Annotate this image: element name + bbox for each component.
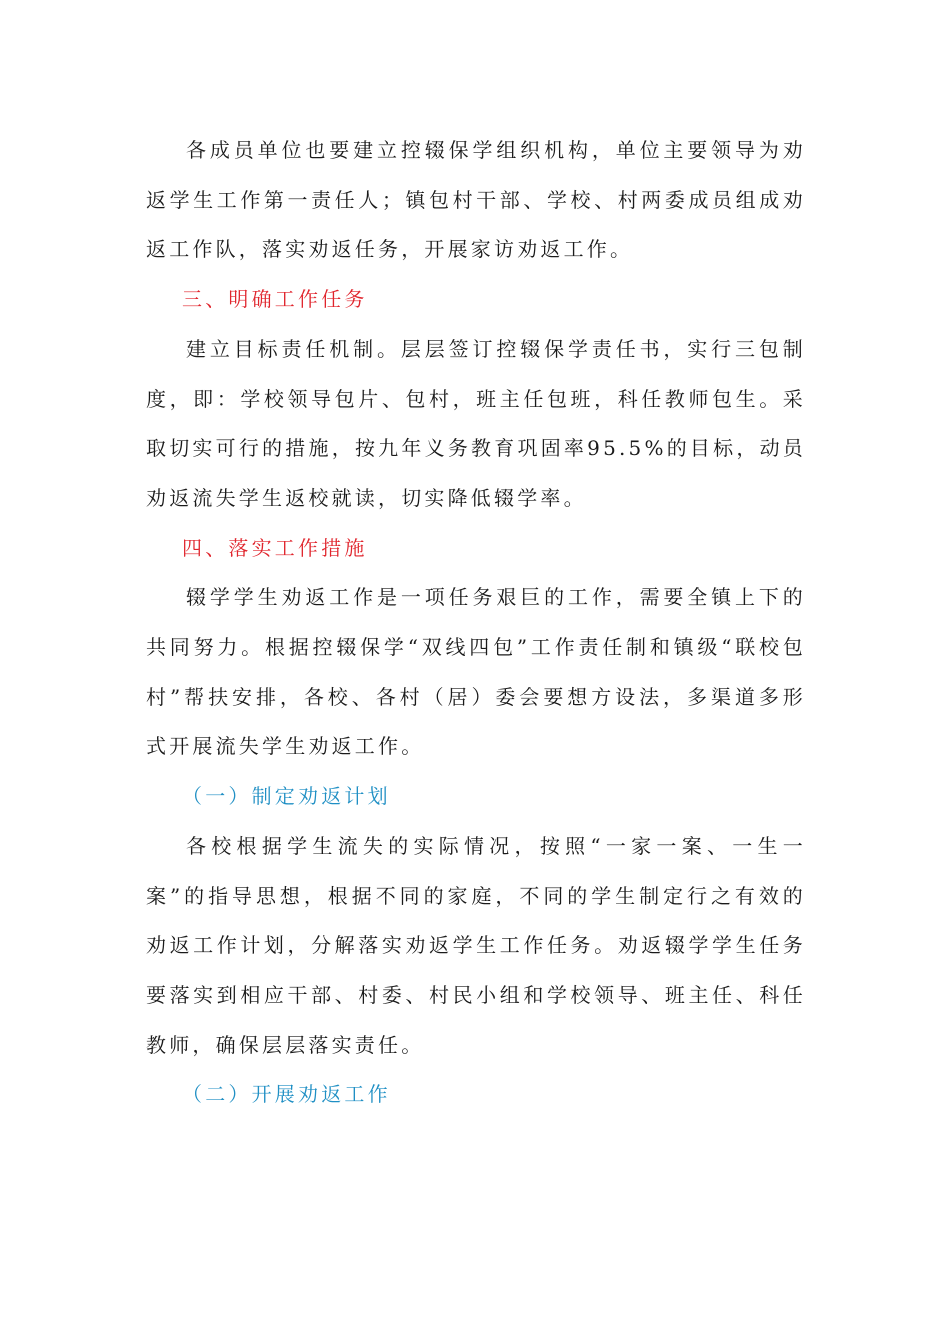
sub-heading-work: （二）开展劝返工作 [182, 1082, 391, 1107]
section-heading-measures: 四、落实工作措施 [182, 535, 368, 560]
sub-heading-plan: （一）制定劝返计划 [182, 784, 391, 809]
paragraph-plan: 各校根据学生流失的实际情况，按照“一家一案、一生一案”的指导思想，根据不同的家庭，不同的学生制定行之有效的劝返工作计划，分解落实劝返学生工作任务。劝返辍学学生任务要落实到相应干部、村委、村民小组和学校领导、班主任、科任教师，确保层层落实责任。 [146, 833, 806, 1057]
document-page [146, 126, 806, 1120]
section-heading-tasks: 三、明确工作任务 [182, 287, 368, 312]
paragraph-effort: 辍学学生劝返工作是一项任务艰巨的工作，需要全镇上下的共同努力。根据控辍保学“双线四包”工作责任制和镇级“联校包村”帮扶安排，各校、各村（居）委会要想方设法，多渠道多形式开展流失学生劝返工作。 [146, 585, 806, 759]
paragraph-responsibility: 建立目标责任机制。层层签订控辍保学责任书，实行三包制度，即：学校领导包片、包村，班主任包班，科任教师包生。采取切实可行的措施，按九年义务教育巩固率95.5%的目标，动员劝返流失学生返校就读，切实降低辍学率。 [146, 336, 806, 510]
paragraph-organization: 各成员单位也要建立控辍保学组织机构，单位主要领导为劝返学生工作第一责任人；镇包村干部、学校、村两委成员组成劝返工作队，落实劝返任务，开展家访劝返工作。 [146, 138, 806, 262]
